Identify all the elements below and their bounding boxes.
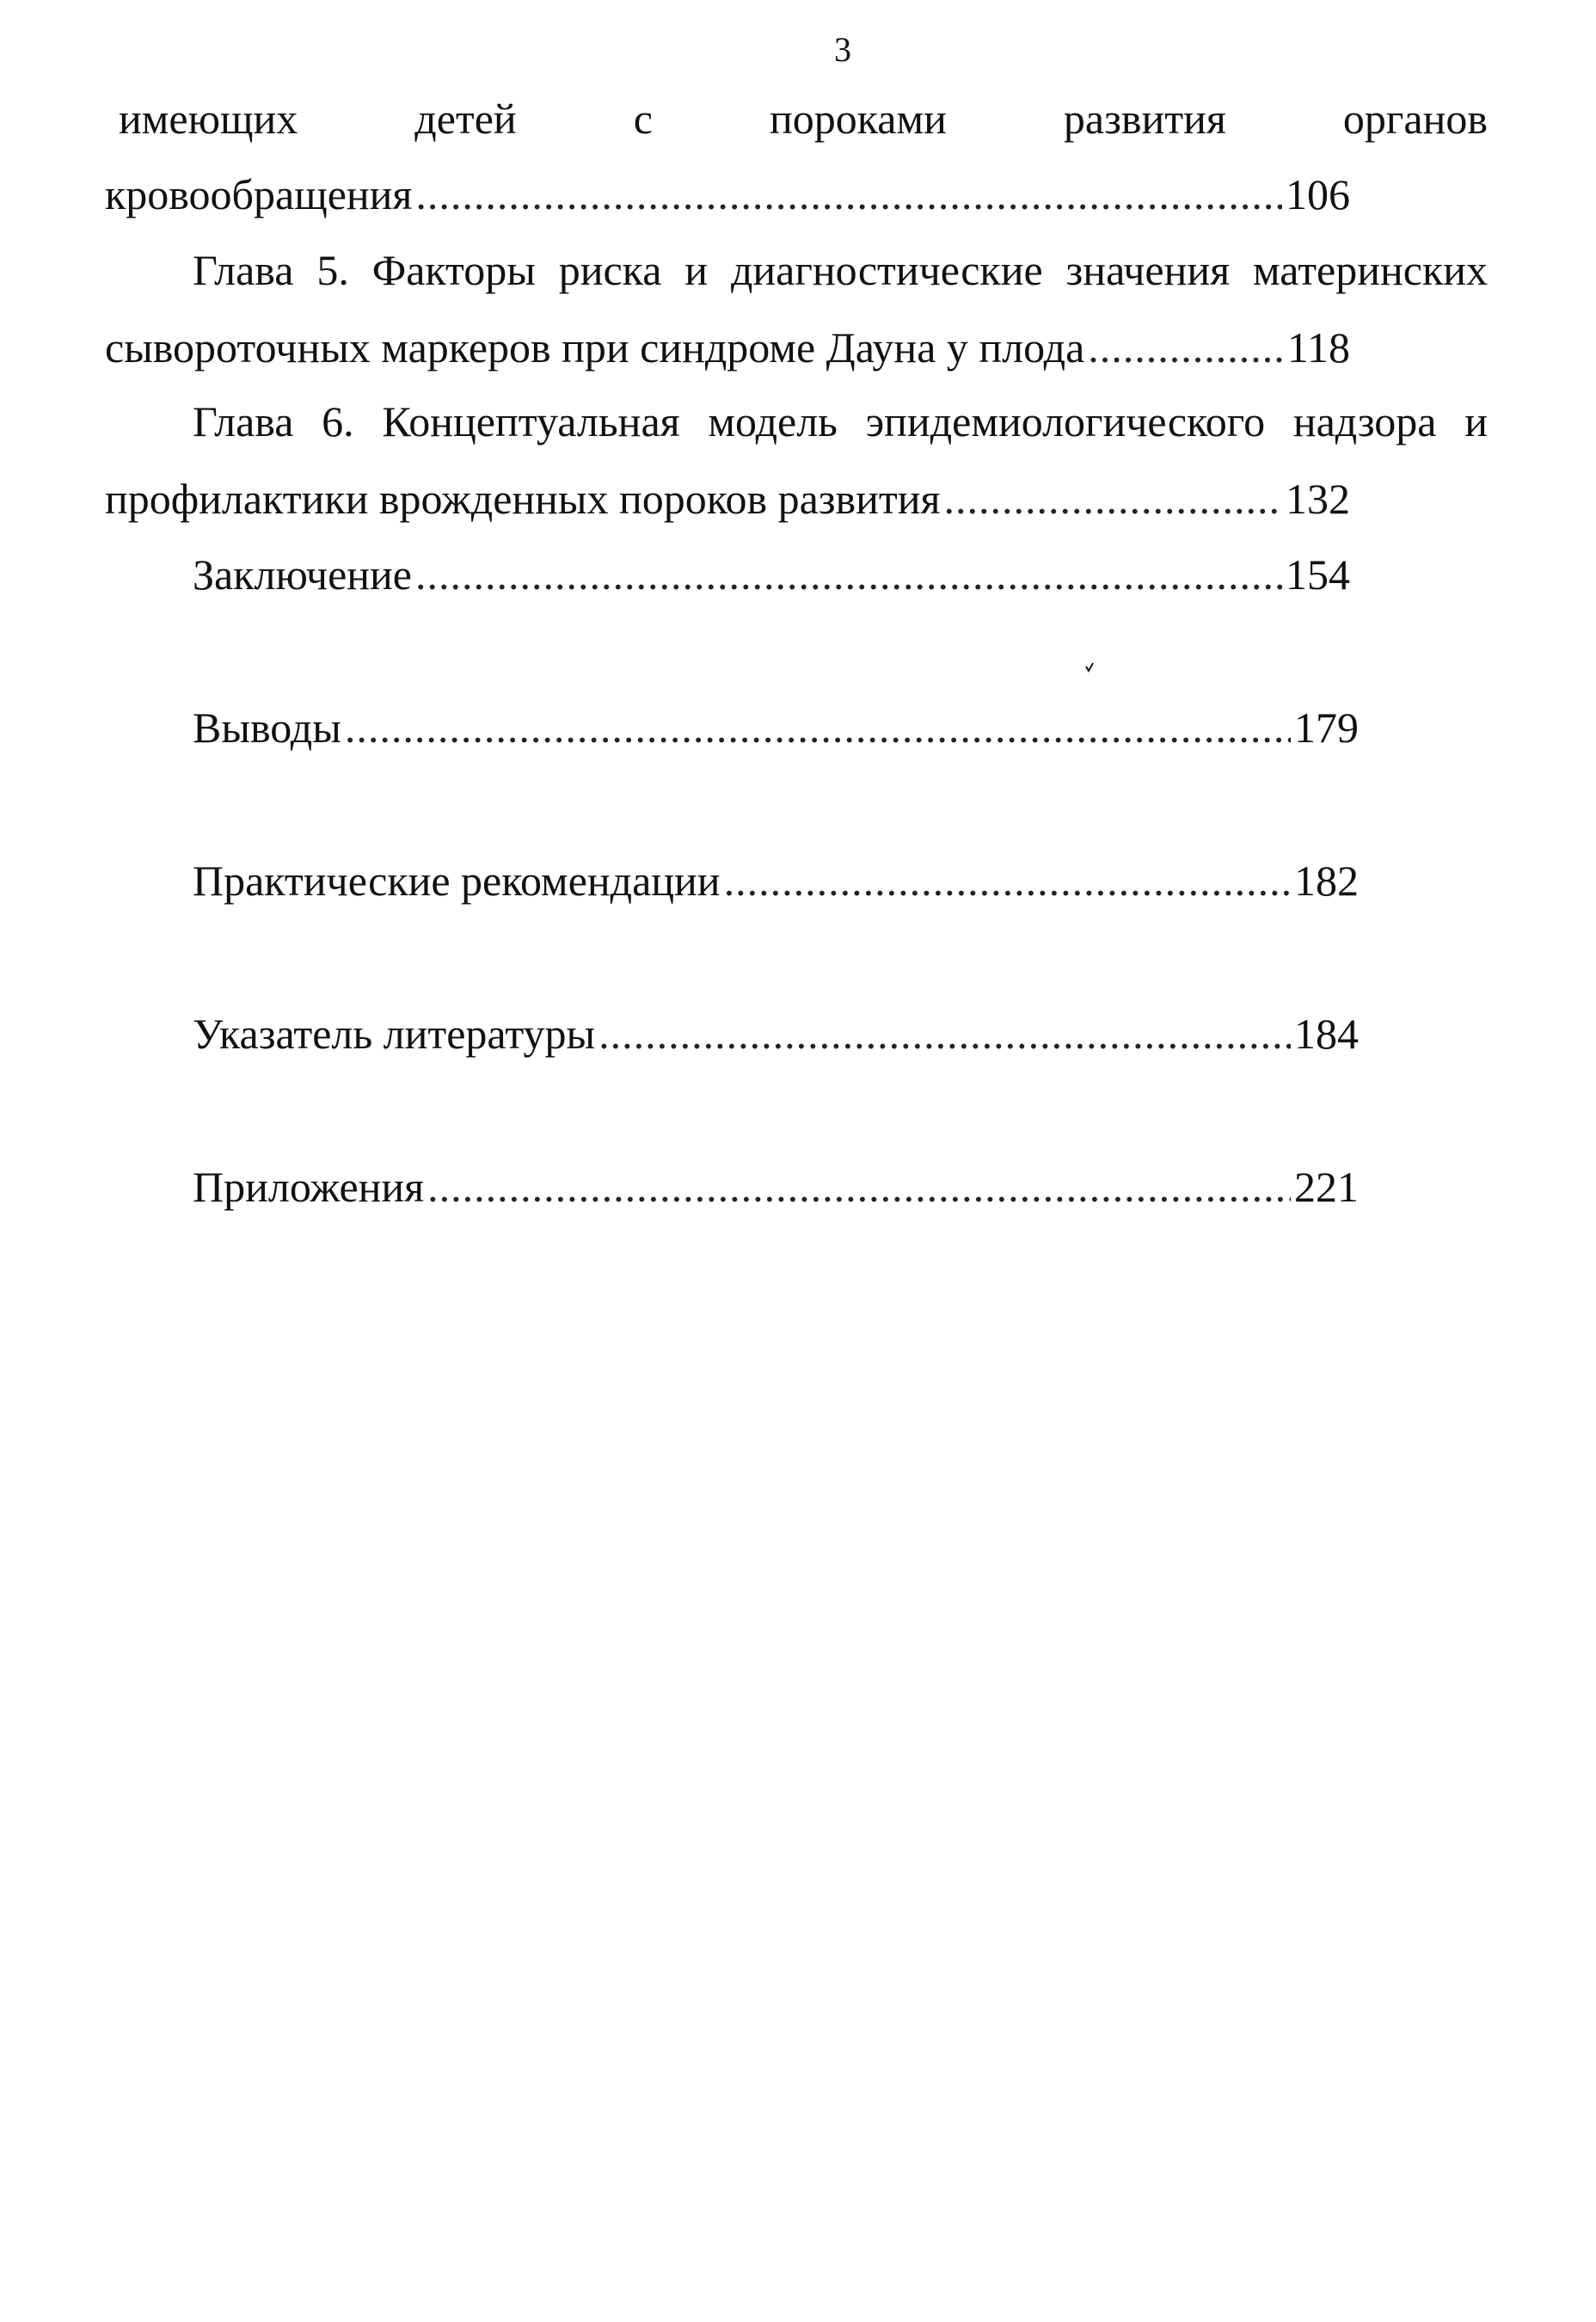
entry-page-number: 182 [1294,857,1359,905]
toc-entry-recommendations[interactable] [193,855,1359,906]
dot-leader [1088,322,1284,373]
entry-text: сывороточных маркеров при синдроме Дауна у плода [105,323,1085,372]
entry-text: профилактики врожденных пороков развития [105,475,941,523]
entry-text: Практические рекомендации [193,857,721,905]
toc-entry-conclusions[interactable] [193,702,1359,753]
toc-entry-conclusion[interactable] [193,549,1350,600]
entry-page-number: 106 [1286,170,1350,218]
dot-leader [944,473,1282,525]
entry-page-number: 132 [1286,475,1350,523]
entry-page-number: 184 [1294,1010,1359,1058]
dot-leader [415,169,1282,220]
entry-page-number: 154 [1286,550,1350,599]
dot-leader [427,1161,1291,1213]
dot-leader [415,549,1282,600]
entry-text: Заключение [193,550,412,599]
continued-entry-line1 [119,93,1488,144]
entry-page-number: 118 [1286,323,1350,372]
page-number: 3 [834,30,851,69]
toc-entry-appendices[interactable] [193,1161,1359,1213]
entry-text: Указатель литературы [193,1010,596,1058]
continued-entry-line2[interactable] [105,169,1350,220]
word: имеющих [119,95,298,143]
dot-leader [724,855,1291,906]
word: развития [1063,95,1226,143]
chapter-title: Глава 5. Факторы риска и диагностические значения материнских [193,246,1488,294]
chapter-5-line1 [193,244,1488,296]
dot-leader [345,702,1291,753]
entry-text: Приложения [193,1163,425,1211]
word: с [633,95,653,143]
chapter-6-line1 [193,396,1488,447]
entry-page-number: 221 [1294,1163,1359,1211]
chapter-5-line2[interactable] [105,322,1350,373]
entry-text: кровообращения [105,170,413,218]
pen-tick-mark [1085,662,1094,673]
chapter-title: Глава 6. Концептуальная модель эпидемиологического надзора и [193,397,1488,445]
entry-page-number: 179 [1294,703,1359,752]
word: детей [414,95,517,143]
word: органов [1342,95,1488,143]
chapter-6-line2[interactable] [105,473,1350,525]
word: пороками [769,95,947,143]
dot-leader [598,1008,1291,1060]
toc-entry-references[interactable] [193,1008,1359,1060]
entry-text: Выводы [193,703,341,752]
